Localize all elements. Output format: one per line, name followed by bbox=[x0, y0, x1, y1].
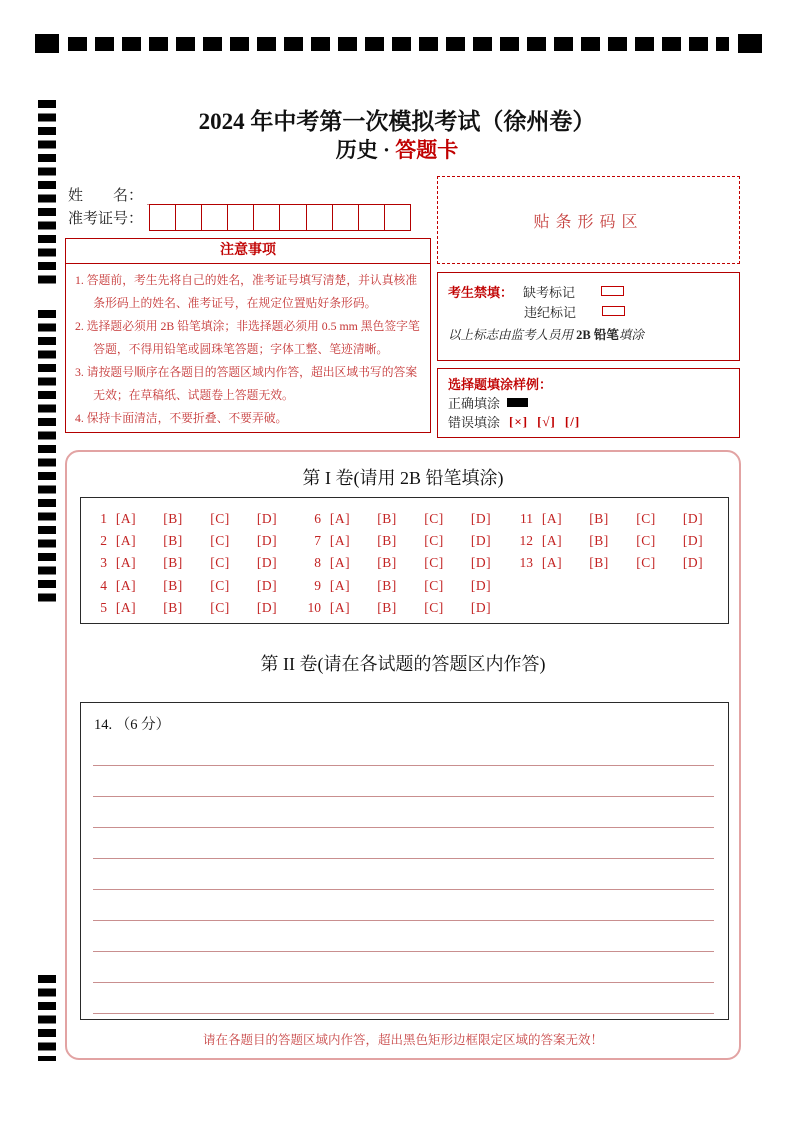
answer-column bbox=[304, 508, 516, 623]
option-bubble-a[interactable]: [A] bbox=[329, 511, 351, 527]
answer-row bbox=[90, 508, 304, 530]
option-bubble-c[interactable]: [C] bbox=[636, 511, 656, 527]
forbid-note-prefix: 以上标志由监考人员用 bbox=[448, 328, 577, 342]
option-bubble-c[interactable]: [C] bbox=[210, 533, 230, 549]
option-bubble-a[interactable]: [A] bbox=[115, 555, 137, 571]
barcode-area bbox=[437, 176, 740, 264]
question-number: 12 bbox=[519, 533, 533, 549]
exam-no-label: 准考证号： bbox=[68, 211, 144, 227]
question-number: 1 bbox=[100, 511, 107, 527]
main-answer-region bbox=[65, 450, 741, 1060]
exam-no-box[interactable] bbox=[201, 204, 229, 231]
exam-number-row bbox=[68, 204, 411, 231]
question-number: 5 bbox=[100, 599, 107, 615]
option-bubble-b[interactable]: [B] bbox=[377, 511, 397, 527]
exam-no-box[interactable] bbox=[175, 204, 203, 231]
answer-row bbox=[304, 597, 516, 619]
wrong-mark: [/] bbox=[564, 413, 581, 429]
writing-line[interactable] bbox=[93, 921, 714, 952]
question-number: 9 bbox=[314, 577, 321, 593]
option-bubble-d[interactable]: [D] bbox=[256, 555, 278, 571]
option-bubble-c[interactable]: [C] bbox=[424, 599, 444, 615]
subtitle-separator: · bbox=[382, 138, 390, 162]
option-bubble-d[interactable]: [D] bbox=[470, 533, 492, 549]
answer-row bbox=[90, 552, 304, 574]
name-row bbox=[68, 184, 335, 205]
option-bubble-b[interactable]: [B] bbox=[377, 599, 397, 615]
answer-row bbox=[516, 552, 728, 574]
question-number: 11 bbox=[520, 511, 533, 527]
notice-items bbox=[66, 264, 430, 430]
writing-line[interactable] bbox=[93, 828, 714, 859]
exam-no-box[interactable] bbox=[253, 204, 281, 231]
option-bubble-a[interactable]: [A] bbox=[115, 511, 137, 527]
notice-item: 3. 请按题号顺序在各题目的答题区域内作答，超出区域书写的答案无效；在草稿纸、试题卷上答题无效。 bbox=[75, 365, 418, 402]
timing-mark-square bbox=[738, 34, 762, 53]
multiple-choice-box bbox=[80, 497, 729, 624]
question-number: 14. bbox=[94, 717, 113, 733]
option-bubble-c[interactable]: [C] bbox=[424, 533, 444, 549]
option-bubble-b[interactable]: [B] bbox=[163, 577, 183, 593]
answer-row bbox=[90, 575, 304, 597]
subject-label: 历史 bbox=[335, 138, 378, 162]
question-number: 10 bbox=[307, 599, 321, 615]
question-number: 4 bbox=[100, 577, 107, 593]
name-label: 姓 名： bbox=[68, 188, 144, 204]
option-bubble-c[interactable]: [C] bbox=[424, 511, 444, 527]
absent-mark-rect[interactable] bbox=[601, 286, 624, 296]
wrong-label: 错误填涂 bbox=[448, 415, 501, 430]
writing-line[interactable] bbox=[93, 890, 714, 921]
answer-card-label: 答题卡 bbox=[395, 138, 459, 162]
correct-sample-row bbox=[448, 393, 729, 412]
notice-item: 1. 答题前，考生先将自己的姓名，准考证号填写清楚，并认真核准条形码上的姓名、准考证号，在规定位置贴好条形码。 bbox=[75, 273, 418, 310]
option-bubble-d[interactable]: [D] bbox=[470, 555, 492, 571]
answer-row bbox=[516, 530, 728, 552]
option-bubble-a[interactable]: [A] bbox=[115, 577, 137, 593]
absent-label: 缺考标记 bbox=[523, 284, 576, 300]
option-bubble-c[interactable]: [C] bbox=[210, 599, 230, 615]
answer-row bbox=[90, 597, 304, 619]
writing-line[interactable] bbox=[93, 983, 714, 1014]
option-bubble-b[interactable]: [B] bbox=[377, 555, 397, 571]
notice-item: 2. 选择题必须用 2B 铅笔填涂；非选择题必须用 0.5 mm 黑色签字笔答题，不得用铅笔或圆珠笔答题；字体工整、笔迹清晰。 bbox=[75, 319, 420, 356]
name-input-line[interactable] bbox=[147, 189, 335, 205]
writing-line[interactable] bbox=[93, 766, 714, 797]
option-bubble-c[interactable]: [C] bbox=[210, 555, 230, 571]
writing-line[interactable] bbox=[93, 797, 714, 828]
notice-title: 注意事项 bbox=[66, 239, 430, 264]
exam-no-box[interactable] bbox=[227, 204, 255, 231]
footer-warning: 请在各题目的答题区域内作答，超出黑色矩形边框限定区域的答案无效！ bbox=[202, 1033, 603, 1047]
question-number: 7 bbox=[314, 533, 321, 549]
option-bubble-c[interactable]: [C] bbox=[636, 555, 656, 571]
exam-no-box[interactable] bbox=[332, 204, 360, 231]
option-bubble-b[interactable]: [B] bbox=[377, 533, 397, 549]
answer-row bbox=[516, 508, 728, 530]
question-number: 13 bbox=[519, 555, 533, 571]
writing-line[interactable] bbox=[93, 859, 714, 890]
correct-fill-swatch bbox=[507, 398, 528, 407]
question-number: 6 bbox=[314, 511, 321, 527]
writing-line[interactable] bbox=[93, 952, 714, 983]
question-number: 2 bbox=[100, 533, 107, 549]
violation-mark-rect[interactable] bbox=[602, 306, 625, 316]
writing-line[interactable] bbox=[93, 735, 714, 766]
option-bubble-b[interactable]: [B] bbox=[163, 533, 183, 549]
wrong-mark: [×] bbox=[509, 413, 529, 429]
barcode-label: 贴条形码区 bbox=[533, 213, 644, 231]
option-bubble-d[interactable]: [D] bbox=[470, 511, 492, 527]
option-bubble-a[interactable]: [A] bbox=[329, 533, 351, 549]
notice-box bbox=[65, 238, 431, 433]
option-bubble-b[interactable]: [B] bbox=[163, 599, 183, 615]
option-bubble-d[interactable]: [D] bbox=[256, 533, 278, 549]
option-bubble-a[interactable]: [A] bbox=[541, 511, 563, 527]
wrong-sample-row bbox=[448, 412, 729, 431]
wrong-mark: [√] bbox=[537, 413, 556, 429]
option-bubble-d[interactable]: [D] bbox=[682, 533, 704, 549]
examiner-only-box bbox=[437, 272, 740, 361]
left-timing-marks-middle bbox=[38, 310, 56, 605]
question-14-label bbox=[94, 713, 170, 734]
exam-no-box[interactable] bbox=[384, 204, 412, 231]
violation-label: 违纪标记 bbox=[524, 304, 577, 320]
option-bubble-a[interactable]: [A] bbox=[115, 599, 137, 615]
writing-lines bbox=[93, 735, 714, 1014]
question-number: 3 bbox=[100, 555, 107, 571]
answer-column bbox=[90, 508, 304, 623]
violation-mark-row bbox=[448, 301, 729, 321]
exam-no-box[interactable] bbox=[279, 204, 307, 231]
option-bubble-a[interactable]: [A] bbox=[541, 533, 563, 549]
answer-row bbox=[304, 530, 516, 552]
timing-mark-square bbox=[35, 34, 59, 53]
option-bubble-a[interactable]: [A] bbox=[115, 533, 137, 549]
option-bubble-b[interactable]: [B] bbox=[589, 533, 609, 549]
sample-title: 选择题填涂样例： bbox=[448, 377, 553, 392]
exam-no-box[interactable] bbox=[149, 204, 177, 231]
option-bubble-a[interactable]: [A] bbox=[329, 555, 351, 571]
absent-mark-row bbox=[448, 281, 729, 301]
forbid-note-suffix: 填涂 bbox=[618, 328, 644, 342]
answer-row bbox=[304, 552, 516, 574]
exam-no-boxes bbox=[149, 204, 411, 231]
top-timing-marks bbox=[35, 34, 762, 53]
forbid-note-bold: 2B 铅笔 bbox=[576, 328, 619, 342]
option-bubble-b[interactable]: [B] bbox=[163, 555, 183, 571]
notice-item: 4. 保持卡面清洁，不要折叠、不要弄破。 bbox=[75, 411, 288, 425]
option-bubble-d[interactable]: [D] bbox=[256, 599, 278, 615]
option-bubble-d[interactable]: [D] bbox=[470, 577, 492, 593]
forbid-note bbox=[448, 325, 729, 343]
option-bubble-c[interactable]: [C] bbox=[210, 511, 230, 527]
exam-no-box[interactable] bbox=[358, 204, 386, 231]
option-bubble-a[interactable]: [A] bbox=[329, 599, 351, 615]
option-bubble-c[interactable]: [C] bbox=[424, 555, 444, 571]
question-14-answer-box bbox=[80, 702, 729, 1020]
option-bubble-c[interactable]: [C] bbox=[210, 577, 230, 593]
page-subtitle bbox=[0, 134, 794, 164]
correct-label: 正确填涂 bbox=[448, 396, 501, 411]
answer-row bbox=[304, 575, 516, 597]
option-bubble-c[interactable]: [C] bbox=[424, 577, 444, 593]
option-bubble-d[interactable]: [D] bbox=[682, 511, 704, 527]
wrong-marks bbox=[509, 414, 589, 430]
option-bubble-d[interactable]: [D] bbox=[470, 599, 492, 615]
option-bubble-a[interactable]: [A] bbox=[329, 577, 351, 593]
option-bubble-b[interactable]: [B] bbox=[163, 511, 183, 527]
section2-title: 第 II 卷(请在各试题的答题区内作答) bbox=[260, 654, 546, 674]
answer-row bbox=[90, 530, 304, 552]
option-bubble-c[interactable]: [C] bbox=[636, 533, 656, 549]
section1-title: 第 I 卷(请用 2B 铅笔填涂) bbox=[302, 468, 504, 488]
question-number: 8 bbox=[314, 555, 321, 571]
question-score: （6 分） bbox=[115, 717, 171, 733]
answer-column bbox=[516, 508, 728, 623]
option-bubble-b[interactable]: [B] bbox=[589, 511, 609, 527]
option-bubble-b[interactable]: [B] bbox=[589, 555, 609, 571]
timing-mark-strip bbox=[68, 37, 729, 51]
forbid-title: 考生禁填： bbox=[448, 284, 514, 300]
page-title: 2024 年中考第一次模拟考试（徐州卷） bbox=[198, 109, 596, 134]
option-bubble-d[interactable]: [D] bbox=[256, 577, 278, 593]
option-bubble-b[interactable]: [B] bbox=[377, 577, 397, 593]
answer-row bbox=[304, 508, 516, 530]
option-bubble-a[interactable]: [A] bbox=[541, 555, 563, 571]
fill-sample-box bbox=[437, 368, 740, 438]
exam-no-box[interactable] bbox=[306, 204, 334, 231]
option-bubble-d[interactable]: [D] bbox=[682, 555, 704, 571]
option-bubble-d[interactable]: [D] bbox=[256, 511, 278, 527]
left-timing-marks-bottom bbox=[38, 975, 56, 1061]
